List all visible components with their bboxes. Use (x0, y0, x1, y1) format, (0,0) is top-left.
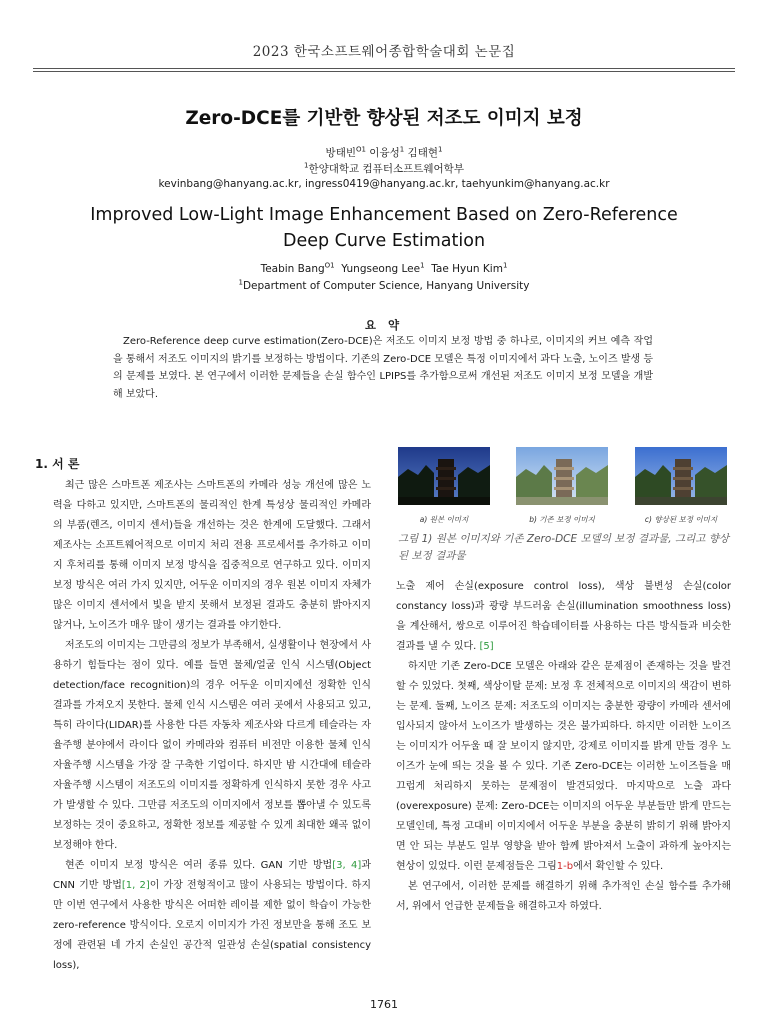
author-emails: kevinbang@hanyang.ac.kr, ingress0419@hanyang.ac.kr, taehyunkim@hanyang.ac.kr (158, 178, 610, 190)
figure-label-c: c) 향상된 보정 이미지 (644, 515, 718, 524)
paper-title-korean: Zero-DCE를 기반한 향상된 저조도 이미지 보정 (185, 108, 583, 129)
author-3-sup-en: 1 (502, 261, 508, 270)
abstract-body: Zero-Reference deep curve estimation(Zero-DCE)은 저조도 이미지 보정 방법 중 하나로, 이미지의 커브 예측 작업을 통해서 저조도 이미지의 밝기를 보정하는 방법이다. 기존의 Zero-DCE 모델은 특정 이미지에서 과다 노출, 노이즈 발생 등의 문제를 보였다. 본 연구에서 이러한 문제들을 손실 함수인 LPIPS를 추가함으로써 개선된 저조도 이미지 보정 모델을 개발해 보았다. (113, 336, 653, 400)
section-1-title: 1. 서 론 (35, 457, 80, 471)
author-3-name-en: Tae Hyun Kim (431, 263, 503, 275)
right-p1-text: 노출 제어 손실(exposure control loss), 색상 불변성 손실(color constancy loss)과 광량 부드러움 손실(illumination smoothness loss)을 계산해서, 쌍으로 이루어진 학습데이터를 사용하는 다른 방식들과 비슷한 결과를 낼 수 있다. (396, 581, 731, 652)
figure-image-original (398, 447, 490, 505)
intro-p3-text-b: 과 CNN 기반 방법 (53, 860, 371, 891)
right-paragraph-3: 본 연구에서, 이러한 문제를 해결하기 위해 추가적인 손실 함수를 추가해서, 위에서 언급한 문제들을 해결하고자 하였다. (396, 881, 731, 912)
author-1-sup-en: O1 (324, 261, 335, 270)
intro-paragraph-1: 최근 많은 스마트폰 제조사는 스마트폰의 카메라 성능 개선에 많은 노력을 다하고 있지만, 스마트폰의 물리적인 한계 특성상 물리적인 카메라의 부품(렌즈, 이미지 센서)들을 개선하는 것은 한계에 도달했다. 그래서 제조사는 소프트웨어적으로 이미지 처리 전용 프로세서를 추가하고 이미지 후처리를 통해 이미지 보정 방식을 집중적으로 연구하고 있다. 이미지 보정 방식은 여러 가지 있지만, 어두운 이미지의 경우 원본 이미지 자체가 많은 이미지 센서에서 빛을 받지 못해서 보정된 결과도 충분히 밝아지지 않거나, 노이즈가 매우 많이 생기는 결과를 야기한다. (53, 480, 371, 631)
citation-3-4[interactable]: [3, 4] (332, 860, 362, 871)
right-column (396, 577, 731, 917)
figure-image-zero-dce (516, 447, 608, 505)
affiliation-sup: 1 (304, 161, 309, 170)
intro-paragraph-2: 저조도의 이미지는 그만큼의 정보가 부족해서, 실생활이나 현장에서 사용하기 힘들다는 점이 있다. 예를 들면 물체/얼굴 인식 시스템(Object detection/face recognition)의 경우 어두운 이미지에선 정확한 인식 결과를 가져오지 못한다. 물체 인식 시스템은 여러 곳에서 사용되고 있고, 특히 라이다(LIDAR)를 사용한 다른 자동차 제조사와 다르게 테슬라는 자율주행 분야에서 라이다 없이 카메라와 컴퓨터 비전만 이용한 물체 인식 자율주행 시스템을 가장 잘 구축한 기업이다. 하지만 밤 시간대에 테슬라 자율주행 시스템이 저조도의 이미지를 정확하게 인식하지 못한 경우 사고가 발생할 수 있다. 그만큼 저조도의 이미지에서 정보를 뽑아낼 수 있도록 보정하는 것이 중요하고, 정확한 정보를 제공할 수 있게 최대한 왜곡 없이 보정해야 한다. (53, 640, 371, 851)
author-2-sup: 1 (399, 145, 405, 154)
figure-reference-1b[interactable]: 1-b (556, 861, 574, 872)
right-paragraph-2 (396, 657, 731, 877)
intro-p3-text-a: 현존 이미지 보정 방식은 여러 종류 있다. GAN 기반 방법 (65, 860, 333, 871)
affiliation-sup-en: 1 (238, 278, 243, 287)
affiliation-korean (0, 161, 768, 176)
authors-english (0, 263, 768, 275)
intro-paragraph-3 (53, 856, 371, 976)
header-rule-bottom (33, 71, 735, 72)
author-1-name: 방태빈 (325, 147, 356, 159)
header-rule-top (33, 68, 735, 69)
right-p2-text-a: 하지만 기존 Zero-DCE 모델은 아래와 같은 문제점이 존재하는 것을 발견할 수 있었다. 첫째, 색상이탈 문제: 보정 후 전체적으로 이미지의 색감이 변하는 문제. 둘째, 노이즈 문제: 저조도의 이미지는 충분한 광량이 카메라 센서에 입사되지 않아서 노이즈가 발생하는 것은 불가피하다. 하지만 이러한 노이즈는 이미지가 어두울 때 잘 보이지 않지만, 강제로 이미지를 밝게 만들 경우 노이즈가 눈에 띄는 것을 볼 수 있다. 기존 Zero-DCE는 이러한 노이즈들을 매끄럽게 처리하지 못하는 문제점이 발견되었다. 마지막으로 노출 과다(overexposure) 문제: Zero-DCE는 이미지의 어두운 부분들만 밝게 만드는 모델인데, 특정 고대비 이미지에서 어두운 부분을 충분히 밝히기 위해 밝아지면 안 되는 부분도 일부 영향을 받아 함께 밝아져서 노출이 과하게 높아지는 현상이 있었다. 이런 문제점들은 그림 (396, 661, 731, 872)
affiliation-text: 한양대학교 컴퓨터소프트웨어학부 (308, 163, 464, 175)
author-2-sup-en: 1 (420, 261, 425, 270)
figure-label-a: a) 원본 이미지 (419, 515, 469, 524)
author-1-name-en: Teabin Bang (260, 263, 325, 275)
paper-title-english: Improved Low-Light Image Enhancement Based on Zero-Reference Deep Curve Estimation (90, 205, 678, 251)
left-column (53, 476, 371, 976)
figure-label-b: b) 기존 보정 이미지 (529, 515, 595, 524)
author-2-name: 이융성 (369, 147, 400, 159)
abstract-heading: 요 약 (364, 318, 404, 332)
author-2-name-en: Yungseong Lee (341, 263, 421, 275)
right-paragraph-1 (396, 577, 731, 657)
conference-header: 2023 한국소프트웨어종합학술대회 논문집 (252, 44, 516, 60)
authors-korean (0, 145, 768, 160)
page-number: 1761 (370, 998, 398, 1011)
author-3-name: 김태현 (407, 147, 438, 159)
affiliation-english (0, 280, 768, 292)
author-1-sup: O1 (355, 145, 366, 154)
citation-1-2[interactable]: [1, 2] (121, 880, 150, 891)
author-3-sup: 1 (437, 145, 443, 154)
figure-image-improved (635, 447, 727, 505)
right-p2-text-b: 에서 확인할 수 있다. (573, 861, 664, 872)
affiliation-text-en: Department of Computer Science, Hanyang University (242, 280, 530, 292)
figure-caption: 그림 1) 원본 이미지와 기존 Zero-DCE 모델의 보정 결과물, 그리고 향상된 보정 결과물 (398, 533, 730, 562)
intro-p3-text-c: 이 가장 전형적이고 많이 사용되는 방법이다. 하지만 이번 연구에서 사용한 방식은 어떠한 레이블 제한 없이 학습이 가능한 zero-reference 방식이다. 오로지 이미지가 가진 정보만을 통해 조도 보정에 관련된 네 가지 손실인 공간적 일관성 손실(spatial consistency loss), (53, 880, 371, 971)
citation-5[interactable]: [5] (479, 641, 494, 652)
